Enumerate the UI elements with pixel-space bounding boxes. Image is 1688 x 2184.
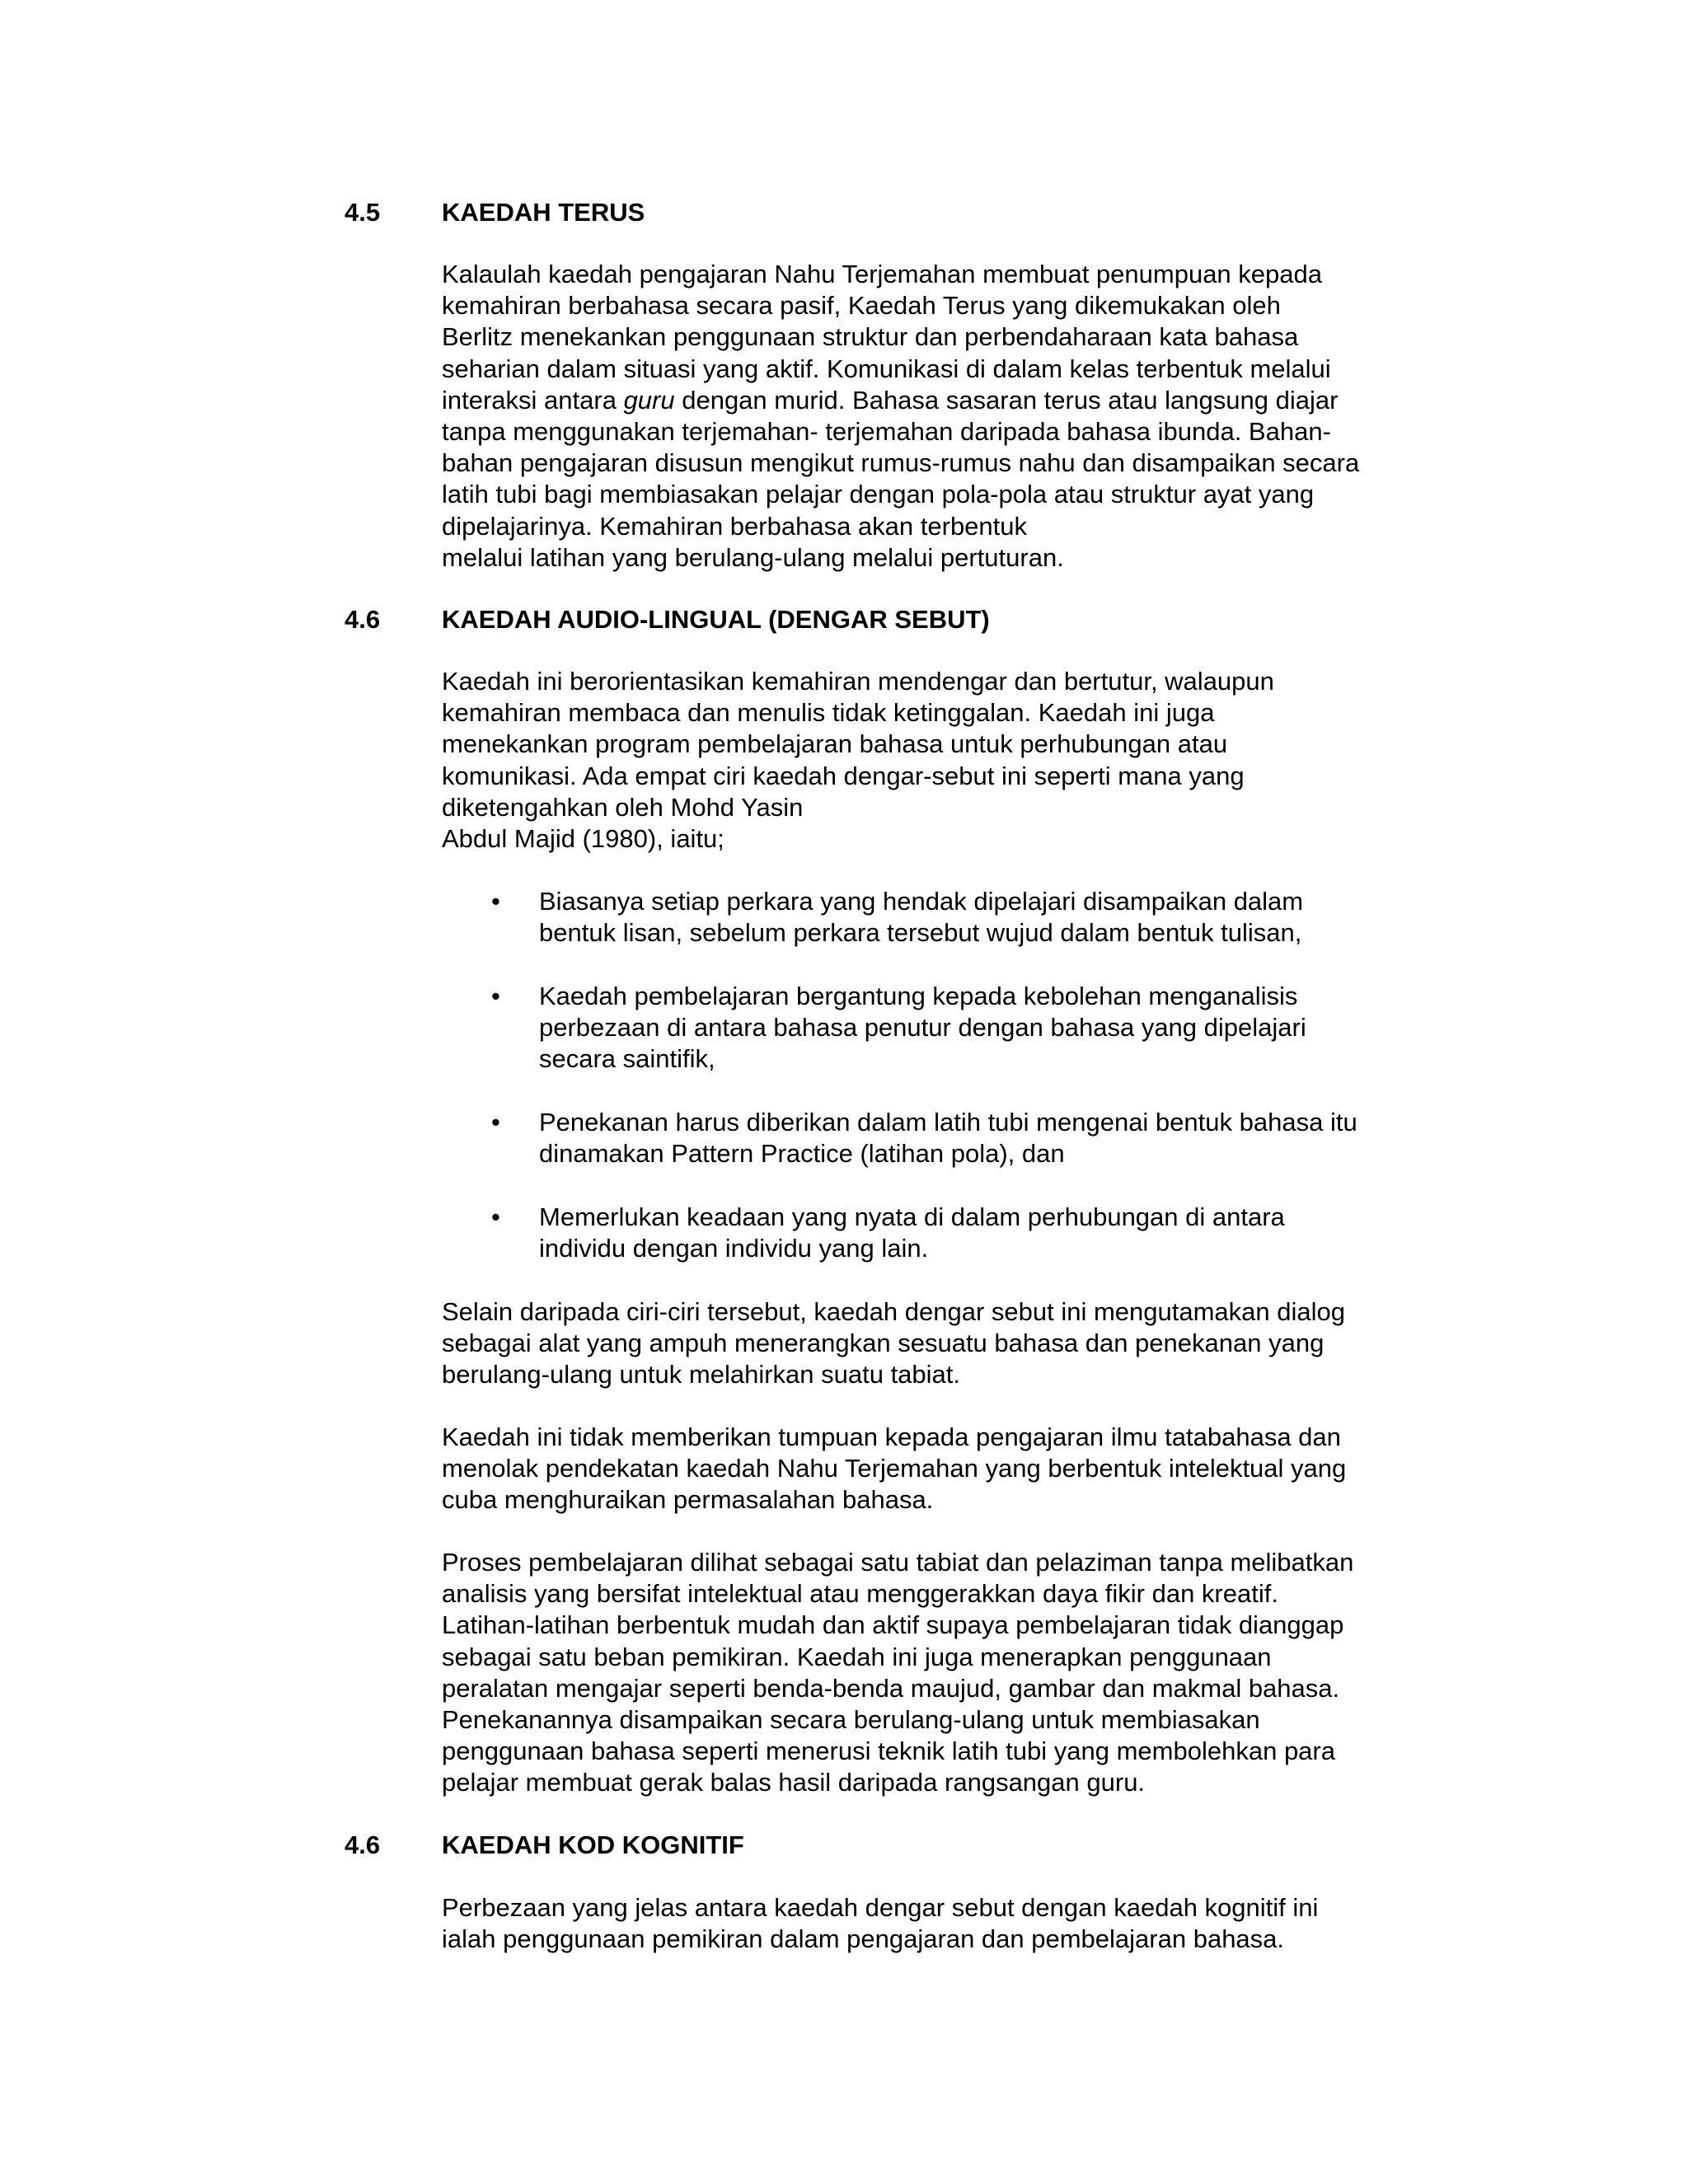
section-4-5-paragraph [442,259,1513,574]
bullet-icon: • [491,1202,500,1231]
paragraph-line: Abdul Majid (1980), iaitu; [442,824,724,854]
paragraph-line: analisis yang bersifat intelektual atau menggerakkan daya fikir dan kreatif. [442,1579,1278,1609]
section-4-6-paragraph-4 [442,1547,1513,1799]
bullet-icon: • [491,1108,500,1137]
paragraph-line: menekankan program pembelajaran bahasa untuk perhubungan atau [442,729,1228,759]
paragraph-line: menolak pendekatan kaedah Nahu Terjemahan yang berbentuk intelektual yang [442,1454,1347,1483]
paragraph-line: latih tubi bagi membiasakan pelajar dengan pola-pola atau struktur ayat yang [442,480,1315,509]
paragraph-line: sebagai satu beban pemikiran. Kaedah ini juga menerapkan penggunaan [442,1642,1272,1671]
section-number: 4.5 [345,198,381,227]
paragraph-line: Kalaulah kaedah pengajaran Nahu Terjemahan membuat penumpuan kepada [442,260,1322,288]
section-title: KAEDAH KOD KOGNITIF [442,1830,744,1859]
paragraph-line: sebagai alat yang ampuh menerangkan sesuatu bahasa dan penekanan yang [442,1329,1325,1358]
paragraph-line: bahan pengajaran disusun mengikut rumus-rumus nahu dan disampaikan secara [442,448,1360,478]
section-number: 4.6 [345,605,381,634]
bullet-line: individu dengan individu yang lain. [539,1234,929,1263]
section-4-6-intro-paragraph [442,666,1513,855]
section-4-6-paragraph-3 [442,1422,1513,1516]
paragraph-line: Kaedah ini tidak memberikan tumpuan kepada pengajaran ilmu tatabahasa dan [442,1422,1341,1451]
paragraph-line: dipelajarinya. Kemahiran berbahasa akan terbentuk [442,511,1028,541]
bullet-text [539,1107,1357,1169]
paragraph-text: dengan murid. Bahasa sasaran terus atau langsung diajar [674,385,1339,415]
section-number: 4.6 [345,1830,381,1859]
bullet-line: perbezaan di antara bahasa penutur dengan bahasa yang dipelajari [539,1013,1306,1043]
paragraph-line: melalui latihan yang berulang-ulang melalui pertuturan. [442,542,1064,572]
paragraph-line: komunikasi. Ada empat ciri kaedah dengar-sebut ini seperti mana yang [442,761,1245,790]
bullet-icon: • [491,887,500,916]
section-title: KAEDAH AUDIO-LINGUAL (DENGAR SEBUT) [442,605,990,634]
paragraph-text: interaksi antara [442,385,624,415]
italic-word: guru [623,385,675,415]
bullet-line: Memerlukan keadaan yang nyata di dalam perhubungan di antara [539,1202,1285,1231]
bullet-line: Kaedah pembelajaran bergantung kepada kebolehan menganalisis [539,982,1298,1010]
paragraph-line: tanpa menggunakan terjemahan- terjemahan daripada bahasa ibunda. Bahan- [442,417,1331,447]
paragraph-line: Kaedah ini berorientasikan kemahiran mendengar dan bertutur, walaupun [442,667,1274,696]
section-4-6-paragraph-2 [442,1296,1513,1391]
paragraph-line: Latihan-latihan berbentuk mudah dan aktif supaya pembelajaran tidak dianggap [442,1610,1344,1640]
paragraph-line: peralatan mengajar seperti benda-benda maujud, gambar dan makmal bahasa. [442,1673,1340,1703]
bullet-line: bentuk lisan, sebelum perkara tersebut wujud dalam bentuk tulisan, [539,918,1302,948]
paragraph-line: kemahiran membaca dan menulis tidak ketinggalan. Kaedah ini juga [442,698,1215,728]
paragraph-line: Penekanannya disampaikan secara berulang-ulang untuk membiasakan [442,1705,1260,1735]
bullet-text [539,981,1306,1076]
paragraph-line: diketengahkan oleh Mohd Yasin [442,792,804,822]
bullet-text [539,1202,1285,1264]
paragraph-line: Berlitz menekankan penggunaan struktur dan perbendaharaan kata bahasa [442,322,1299,352]
bullet-line: Biasanya setiap perkara yang hendak dipelajari disampaikan dalam [539,887,1304,916]
paragraph-line: cuba menghuraikan permasalahan bahasa. [442,1485,934,1515]
paragraph-line: penggunaan bahasa seperti menerusi teknik latih tubi yang membolehkan para [442,1736,1335,1766]
section-kod-kognitif-paragraph [442,1892,1513,1955]
bullet-text [539,886,1303,949]
paragraph-line: berulang-ulang untuk melahirkan suatu tabiat. [442,1360,961,1390]
paragraph-line: pelajar membuat gerak balas hasil daripada rangsangan guru. [442,1768,1146,1797]
bullet-line: dinamakan Pattern Practice (latihan pola), dan [539,1139,1065,1169]
paragraph-line: Proses pembelajaran dilihat sebagai satu tabiat dan pelaziman tanpa melibatkan [442,1548,1354,1577]
bullet-line: secara saintifik, [539,1044,715,1074]
bullet-icon: • [491,982,500,1010]
paragraph-line: Perbezaan yang jelas antara kaedah dengar sebut dengan kaedah kognitif ini [442,1893,1319,1922]
bullet-line: Penekanan harus diberikan dalam latih tubi mengenai bentuk bahasa itu [539,1108,1357,1137]
section-title: KAEDAH TERUS [442,198,645,227]
paragraph-line: ialah penggunaan pemikiran dalam pengajaran dan pembelajaran bahasa. [442,1924,1285,1954]
paragraph-line [442,385,1513,416]
paragraph-line: Selain daripada ciri-ciri tersebut, kaedah dengar sebut ini mengutamakan dialog [442,1297,1345,1326]
paragraph-line: seharian dalam situasi yang aktif. Komunikasi di dalam kelas terbentuk melalui [442,354,1331,383]
paragraph-line: kemahiran berbahasa secara pasif, Kaedah Terus yang dikemukakan oleh [442,291,1281,321]
